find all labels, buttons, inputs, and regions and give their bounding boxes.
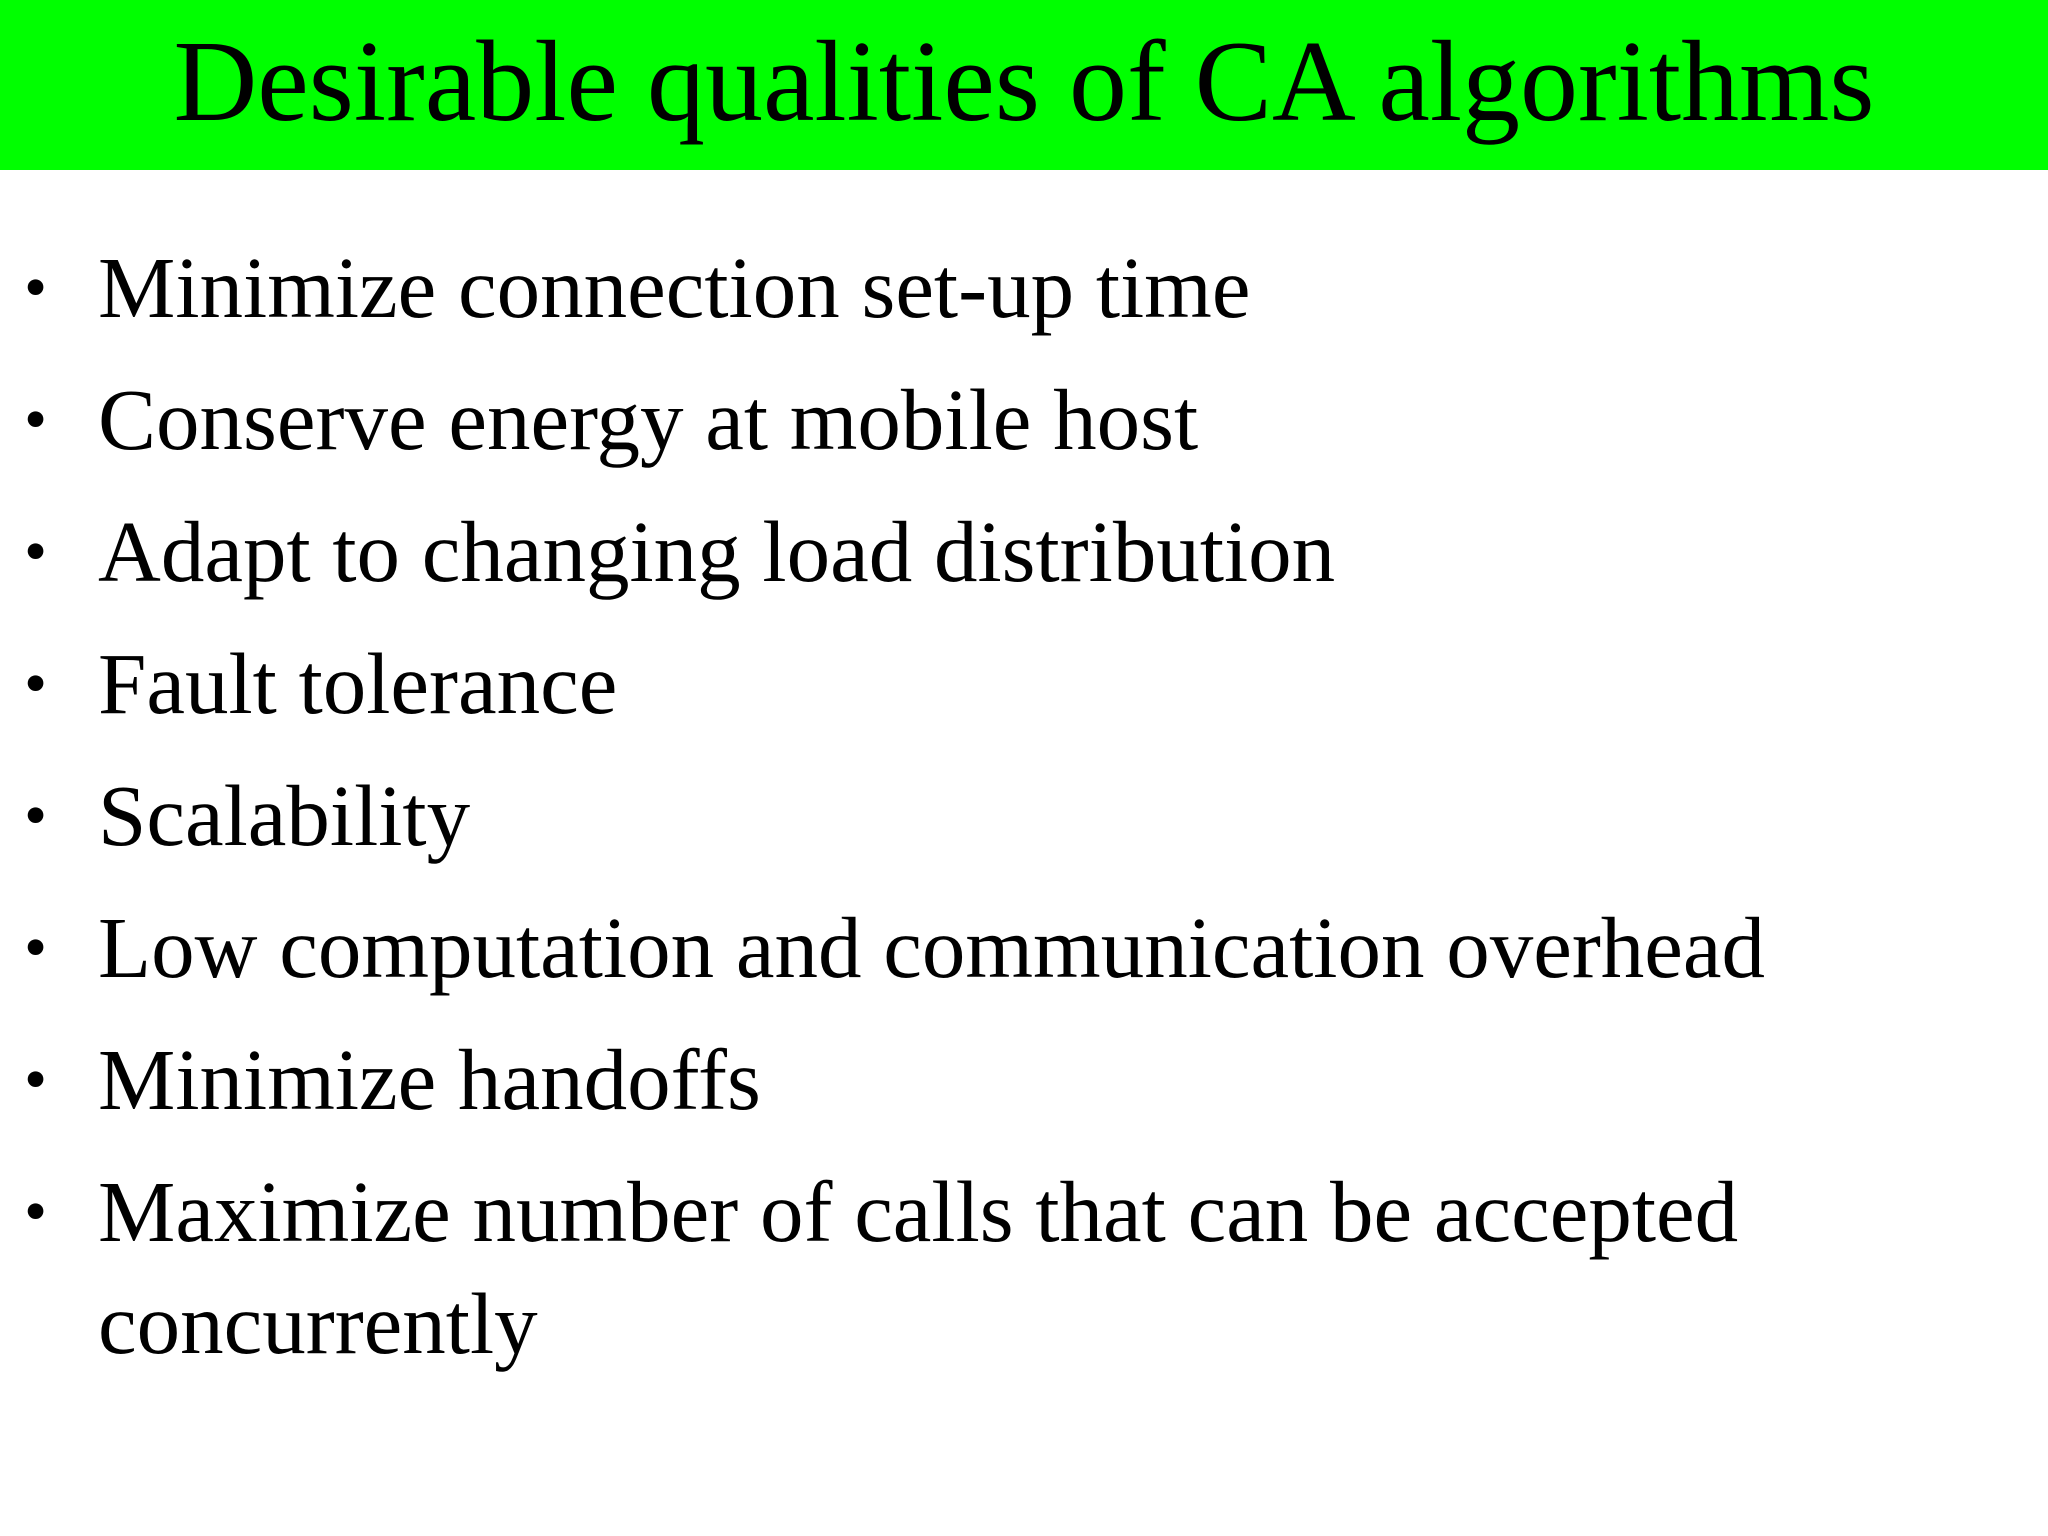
bullet-dot-icon: • (24, 1175, 48, 1248)
bullet-dot-icon: • (24, 779, 48, 852)
bullet-dot-icon: • (24, 647, 48, 720)
bullet-text: Fault tolerance (98, 635, 618, 732)
bullet-text: Maximize number of calls that can be accepted concurrently (98, 1163, 1739, 1372)
bullet-item (0, 628, 1898, 740)
bullet-text: Conserve energy at mobile host (98, 371, 1199, 468)
bullet-list (0, 232, 2048, 1400)
bullet-item (0, 364, 1898, 476)
bullet-dot-icon: • (24, 1043, 48, 1116)
bullet-dot-icon: • (24, 383, 48, 456)
bullet-item (0, 760, 1898, 872)
bullet-item (0, 1156, 1898, 1380)
bullet-item (0, 1024, 1898, 1136)
bullet-dot-icon: • (24, 515, 48, 588)
bullet-dot-icon: • (24, 911, 48, 984)
slide-title: Desirable qualities of CA algorithms (173, 18, 1875, 146)
bullet-item (0, 232, 1898, 344)
bullet-text: Low computation and communication overhead (98, 899, 1766, 996)
bullet-item (0, 892, 1898, 1004)
bullet-item (0, 496, 1898, 608)
bullet-text: Minimize connection set-up time (98, 239, 1251, 336)
bullet-dot-icon: • (24, 251, 48, 324)
bullet-text: Adapt to changing load distribution (98, 503, 1336, 600)
bullet-text: Scalability (98, 767, 471, 864)
title-bar (0, 0, 2048, 170)
bullet-text: Minimize handoffs (98, 1031, 761, 1128)
